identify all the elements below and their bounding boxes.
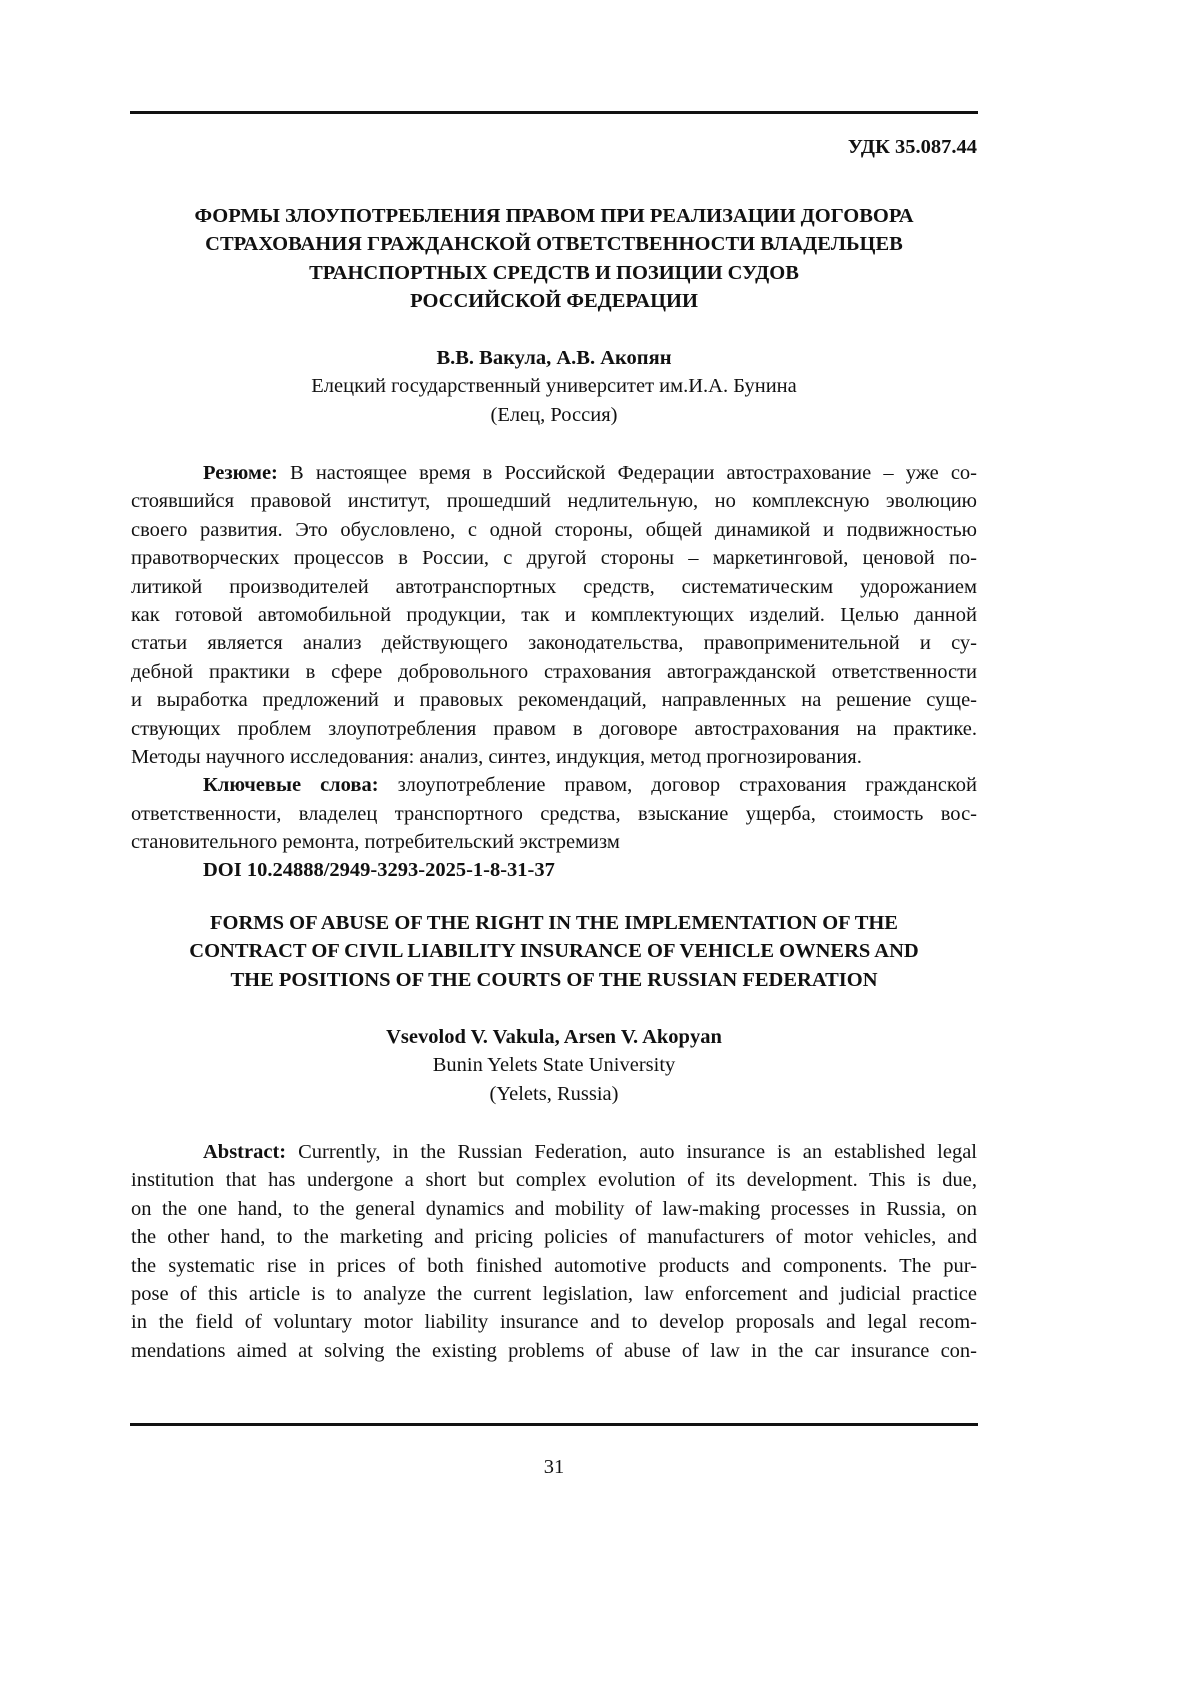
- en-abstract-line: Currently, in the Russian Federation, auto insurance is an established legal: [286, 1141, 977, 1163]
- en-byline: [131, 1023, 977, 1108]
- ru-abstract-line: дебной практики в сфере добровольного страхования автогражданской ответственности: [131, 658, 977, 686]
- ru-abstract-line: и выработка предложений и правовых рекомендаций, направленных на решение суще-: [131, 686, 977, 714]
- ru-title: [131, 202, 977, 316]
- en-abstract-label: Abstract:: [203, 1141, 286, 1163]
- ru-abstract-line: ствующих проблем злоупотребления правом в договоре автострахования на практике.: [131, 715, 977, 743]
- en-abstract-line: on the one hand, to the general dynamics and mobility of law-making processes in Russia, on: [131, 1195, 977, 1223]
- en-abstract-line: the systematic rise in prices of both finished automotive products and components. The pur-: [131, 1252, 977, 1280]
- ru-abstract-line: своего развития. Это обусловлено, с одной стороны, общей динамикой и подвижностью: [131, 516, 977, 544]
- ru-abstract-line: правотворческих процессов в России, с другой стороны – маркетинговой, ценовой по-: [131, 544, 977, 572]
- ru-title-line: СТРАХОВАНИЯ ГРАЖДАНСКОЙ ОТВЕТСТВЕННОСТИ ВЛАДЕЛЬЦЕВ: [131, 230, 977, 258]
- ru-abstract-line: статьи является анализ действующего законодательства, правоприменительной и су-: [131, 629, 977, 657]
- ru-keywords-line: злоупотребление правом, договор страхования гражданской: [379, 774, 977, 796]
- ru-title-line: ТРАНСПОРТНЫХ СРЕДСТВ И ПОЗИЦИИ СУДОВ: [131, 259, 977, 287]
- ru-abstract-line: стоявшийся правовой институт, прошедший недлительную, но комплексную эволюцию: [131, 487, 977, 515]
- en-title-line: CONTRACT OF CIVIL LIABILITY INSURANCE OF VEHICLE OWNERS AND: [131, 937, 977, 965]
- en-abstract-line: the other hand, to the marketing and pricing policies of manufacturers of motor vehicles, and: [131, 1223, 977, 1251]
- en-affiliation: Bunin Yelets State University: [131, 1051, 977, 1079]
- bottom-rule: [130, 1423, 978, 1426]
- ru-abstract-line: В настоящее время в Российской Федерации автострахование – уже со-: [278, 462, 977, 484]
- ru-abstract-line: как готовой автомобильной продукции, так и комплектующих изделий. Целью данной: [131, 601, 977, 629]
- udk-code: УДК 35.087.44: [131, 133, 977, 161]
- ru-abstract-line: Методы научного исследования: анализ, синтез, индукция, метод прогнозирования.: [131, 743, 977, 771]
- en-abstract-line: mendations aimed at solving the existing problems of abuse of law in the car insurance con-: [131, 1337, 977, 1365]
- en-title: [131, 909, 977, 994]
- ru-location: (Елец, Россия): [131, 401, 977, 429]
- ru-title-line: РОССИЙСКОЙ ФЕДЕРАЦИИ: [131, 287, 977, 315]
- ru-abstract-label: Резюме:: [203, 462, 278, 484]
- ru-abstract-line: литикой производителей автотранспортных средств, систематическим удорожанием: [131, 573, 977, 601]
- ru-affiliation: Елецкий государственный университет им.И.А. Бунина: [131, 372, 977, 400]
- doi: DOI 10.24888/2949-3293-2025-1-8-31-37: [131, 856, 977, 884]
- en-title-line: THE POSITIONS OF THE COURTS OF THE RUSSIAN FEDERATION: [131, 966, 977, 994]
- en-abstract-line: institution that has undergone a short but complex evolution of its development. This is due,: [131, 1166, 977, 1194]
- top-rule: [130, 111, 978, 114]
- ru-byline: [131, 344, 977, 429]
- en-abstract-line: pose of this article is to analyze the current legislation, law enforcement and judicial practice: [131, 1280, 977, 1308]
- en-abstract-line: in the field of voluntary motor liability insurance and to develop proposals and legal recom-: [131, 1308, 977, 1336]
- ru-keywords-label: Ключевые слова:: [203, 774, 379, 796]
- en-authors: Vsevolod V. Vakula, Arsen V. Akopyan: [131, 1023, 977, 1051]
- en-abstract: [131, 1138, 977, 1365]
- en-location: (Yelets, Russia): [131, 1080, 977, 1108]
- en-title-line: FORMS OF ABUSE OF THE RIGHT IN THE IMPLEMENTATION OF THE: [131, 909, 977, 937]
- ru-keywords-line: становительного ремонта, потребительский экстремизм: [131, 828, 977, 856]
- page-number: 31: [131, 1453, 977, 1481]
- ru-abstract: [131, 459, 977, 885]
- ru-keywords-line: ответственности, владелец транспортного средства, взыскание ущерба, стоимость вос-: [131, 800, 977, 828]
- ru-authors: В.В. Вакула, А.В. Акопян: [131, 344, 977, 372]
- ru-title-line: ФОРМЫ ЗЛОУПОТРЕБЛЕНИЯ ПРАВОМ ПРИ РЕАЛИЗАЦИИ ДОГОВОРА: [131, 202, 977, 230]
